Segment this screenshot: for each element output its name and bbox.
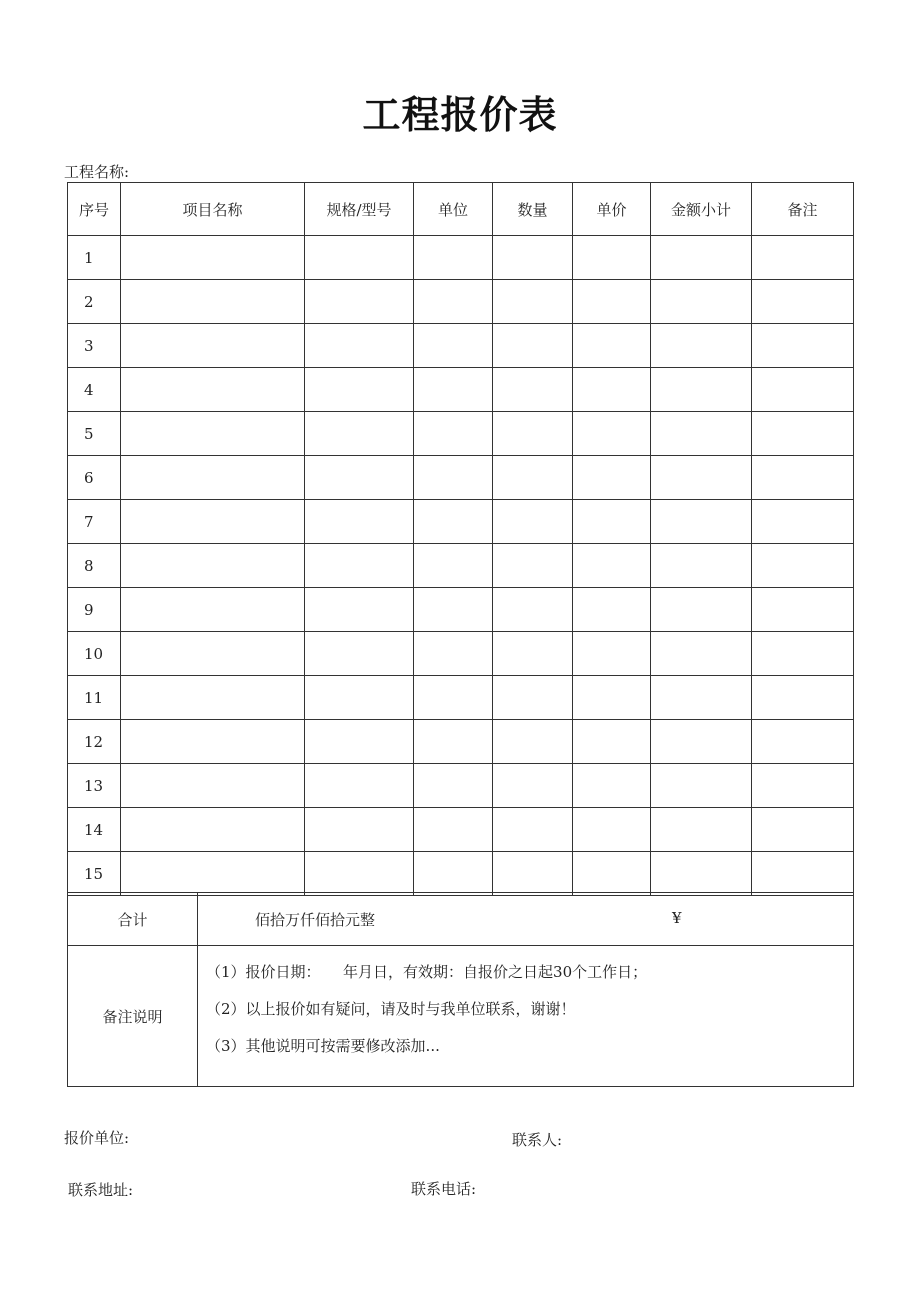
unit-cell[interactable] xyxy=(414,324,493,368)
notes-row xyxy=(68,946,854,1087)
quantity-cell[interactable] xyxy=(493,808,573,852)
row-index: 12 xyxy=(68,720,121,764)
unit-price-cell[interactable] xyxy=(573,456,651,500)
item-name-cell[interactable] xyxy=(121,456,305,500)
spec-cell[interactable] xyxy=(305,324,414,368)
quantity-cell[interactable] xyxy=(493,412,573,456)
remark-cell[interactable] xyxy=(752,368,854,412)
remark-cell[interactable] xyxy=(752,324,854,368)
page-title: 工程报价表 xyxy=(362,93,558,137)
amount-cell[interactable] xyxy=(651,500,752,544)
row-index: 10 xyxy=(68,632,121,676)
unit-price-cell[interactable] xyxy=(573,808,651,852)
table-row xyxy=(68,544,854,588)
row-index: 15 xyxy=(68,852,121,896)
remark-cell[interactable] xyxy=(752,588,854,632)
remark-cell[interactable] xyxy=(752,632,854,676)
table-row xyxy=(68,764,854,808)
table-row xyxy=(68,280,854,324)
remark-cell[interactable] xyxy=(752,236,854,280)
quote-table xyxy=(67,182,854,896)
item-name-cell[interactable] xyxy=(121,808,305,852)
header-remark: 备注 xyxy=(752,183,854,236)
item-name-cell[interactable] xyxy=(121,588,305,632)
unit-price-cell[interactable] xyxy=(573,632,651,676)
spec-cell[interactable] xyxy=(305,500,414,544)
table-header-row xyxy=(68,183,854,236)
row-index: 13 xyxy=(68,764,121,808)
amount-cell[interactable] xyxy=(651,236,752,280)
total-row xyxy=(68,893,854,946)
quantity-cell[interactable] xyxy=(493,632,573,676)
unit-price-cell[interactable] xyxy=(573,544,651,588)
unit-price-cell[interactable] xyxy=(573,676,651,720)
row-index: 8 xyxy=(68,544,121,588)
quantity-cell[interactable] xyxy=(493,852,573,896)
unit-price-cell[interactable] xyxy=(573,368,651,412)
unit-price-cell[interactable] xyxy=(573,236,651,280)
table-row xyxy=(68,632,854,676)
spec-cell[interactable] xyxy=(305,412,414,456)
unit-cell[interactable] xyxy=(414,368,493,412)
quantity-cell[interactable] xyxy=(493,280,573,324)
amount-cell[interactable] xyxy=(651,808,752,852)
quantity-cell[interactable] xyxy=(493,720,573,764)
unit-price-cell[interactable] xyxy=(573,280,651,324)
remark-cell[interactable] xyxy=(752,764,854,808)
unit-price-cell[interactable] xyxy=(573,412,651,456)
item-name-cell[interactable] xyxy=(121,236,305,280)
header-index: 序号 xyxy=(68,183,121,236)
row-index: 2 xyxy=(68,280,121,324)
row-index: 14 xyxy=(68,808,121,852)
contact-person-label: 联系人: xyxy=(512,1131,563,1149)
amount-cell[interactable] xyxy=(651,588,752,632)
amount-cell[interactable] xyxy=(651,456,752,500)
amount-cell[interactable] xyxy=(651,676,752,720)
unit-cell[interactable] xyxy=(414,412,493,456)
spec-cell[interactable] xyxy=(305,720,414,764)
header-unit-price: 单价 xyxy=(573,183,651,236)
unit-cell[interactable] xyxy=(414,764,493,808)
table-row xyxy=(68,588,854,632)
address-label: 联系地址: xyxy=(68,1181,134,1199)
amount-cell[interactable] xyxy=(651,368,752,412)
spec-cell[interactable] xyxy=(305,588,414,632)
amount-cell[interactable] xyxy=(651,632,752,676)
item-name-cell[interactable] xyxy=(121,412,305,456)
quote-unit-label: 报价单位: xyxy=(64,1129,130,1147)
project-name-label: 工程名称: xyxy=(64,163,130,181)
row-index: 6 xyxy=(68,456,121,500)
row-index: 1 xyxy=(68,236,121,280)
remark-cell[interactable] xyxy=(752,280,854,324)
header-quantity: 数量 xyxy=(493,183,573,236)
table-row xyxy=(68,236,854,280)
remark-cell[interactable] xyxy=(752,500,854,544)
row-index: 9 xyxy=(68,588,121,632)
spec-cell[interactable] xyxy=(305,764,414,808)
item-name-cell[interactable] xyxy=(121,676,305,720)
total-words: 佰拾万仟佰拾元整 xyxy=(255,911,376,929)
quantity-cell[interactable] xyxy=(493,368,573,412)
table-row xyxy=(68,368,854,412)
table-row xyxy=(68,456,854,500)
amount-cell[interactable] xyxy=(651,412,752,456)
item-name-cell[interactable] xyxy=(121,852,305,896)
table-row xyxy=(68,412,854,456)
unit-cell[interactable] xyxy=(414,456,493,500)
note-line: （1）报价日期： 年月日，有效期：自报价之日起30个工作日； xyxy=(206,963,648,981)
header-amount: 金额小计 xyxy=(651,183,752,236)
notes-label: 备注说明 xyxy=(68,946,198,1087)
quantity-cell[interactable] xyxy=(493,456,573,500)
spec-cell[interactable] xyxy=(305,280,414,324)
spec-cell[interactable] xyxy=(305,852,414,896)
unit-cell[interactable] xyxy=(414,852,493,896)
amount-cell[interactable] xyxy=(651,720,752,764)
item-name-cell[interactable] xyxy=(121,764,305,808)
unit-cell[interactable] xyxy=(414,632,493,676)
item-name-cell[interactable] xyxy=(121,324,305,368)
notes-cell xyxy=(198,946,854,1087)
unit-cell[interactable] xyxy=(414,236,493,280)
remark-cell[interactable] xyxy=(752,676,854,720)
quantity-cell[interactable] xyxy=(493,324,573,368)
row-index: 7 xyxy=(68,500,121,544)
spec-cell[interactable] xyxy=(305,808,414,852)
unit-price-cell[interactable] xyxy=(573,720,651,764)
unit-price-cell[interactable] xyxy=(573,324,651,368)
spec-cell[interactable] xyxy=(305,456,414,500)
row-index: 3 xyxy=(68,324,121,368)
amount-cell[interactable] xyxy=(651,280,752,324)
header-unit: 单位 xyxy=(414,183,493,236)
note-line: （3）其他说明可按需要修改添加... xyxy=(206,1037,440,1055)
remark-cell[interactable] xyxy=(752,808,854,852)
amount-cell[interactable] xyxy=(651,324,752,368)
row-index: 4 xyxy=(68,368,121,412)
phone-label: 联系电话: xyxy=(411,1180,477,1198)
quantity-cell[interactable] xyxy=(493,544,573,588)
quantity-cell[interactable] xyxy=(493,236,573,280)
remark-cell[interactable] xyxy=(752,544,854,588)
table-row xyxy=(68,720,854,764)
unit-cell[interactable] xyxy=(414,280,493,324)
amount-cell[interactable] xyxy=(651,544,752,588)
header-item-name: 项目名称 xyxy=(121,183,305,236)
unit-price-cell[interactable] xyxy=(573,764,651,808)
summary-table xyxy=(67,892,854,1087)
header-spec: 规格/型号 xyxy=(305,183,414,236)
total-yen: ¥ xyxy=(672,909,682,927)
unit-cell[interactable] xyxy=(414,676,493,720)
item-name-cell[interactable] xyxy=(121,280,305,324)
spec-cell[interactable] xyxy=(305,632,414,676)
row-index: 11 xyxy=(68,676,121,720)
remark-cell[interactable] xyxy=(752,412,854,456)
item-name-cell[interactable] xyxy=(121,368,305,412)
remark-cell[interactable] xyxy=(752,852,854,896)
table-row xyxy=(68,676,854,720)
table-row xyxy=(68,852,854,896)
spec-cell[interactable] xyxy=(305,676,414,720)
remark-cell[interactable] xyxy=(752,456,854,500)
unit-cell[interactable] xyxy=(414,500,493,544)
unit-cell[interactable] xyxy=(414,588,493,632)
unit-cell[interactable] xyxy=(414,544,493,588)
total-label: 合计 xyxy=(68,893,198,946)
unit-cell[interactable] xyxy=(414,720,493,764)
spec-cell[interactable] xyxy=(305,236,414,280)
amount-cell[interactable] xyxy=(651,852,752,896)
item-name-cell[interactable] xyxy=(121,544,305,588)
unit-cell[interactable] xyxy=(414,808,493,852)
table-row xyxy=(68,324,854,368)
item-name-cell[interactable] xyxy=(121,632,305,676)
unit-price-cell[interactable] xyxy=(573,588,651,632)
table-row xyxy=(68,500,854,544)
spec-cell[interactable] xyxy=(305,544,414,588)
quantity-cell[interactable] xyxy=(493,764,573,808)
amount-cell[interactable] xyxy=(651,764,752,808)
total-cell[interactable] xyxy=(198,893,854,946)
table-row xyxy=(68,808,854,852)
quantity-cell[interactable] xyxy=(493,500,573,544)
quantity-cell[interactable] xyxy=(493,588,573,632)
spec-cell[interactable] xyxy=(305,368,414,412)
note-line: （2）以上报价如有疑问，请及时与我单位联系，谢谢！ xyxy=(206,1000,576,1018)
quantity-cell[interactable] xyxy=(493,676,573,720)
item-name-cell[interactable] xyxy=(121,500,305,544)
row-index: 5 xyxy=(68,412,121,456)
item-name-cell[interactable] xyxy=(121,720,305,764)
unit-price-cell[interactable] xyxy=(573,852,651,896)
remark-cell[interactable] xyxy=(752,720,854,764)
unit-price-cell[interactable] xyxy=(573,500,651,544)
